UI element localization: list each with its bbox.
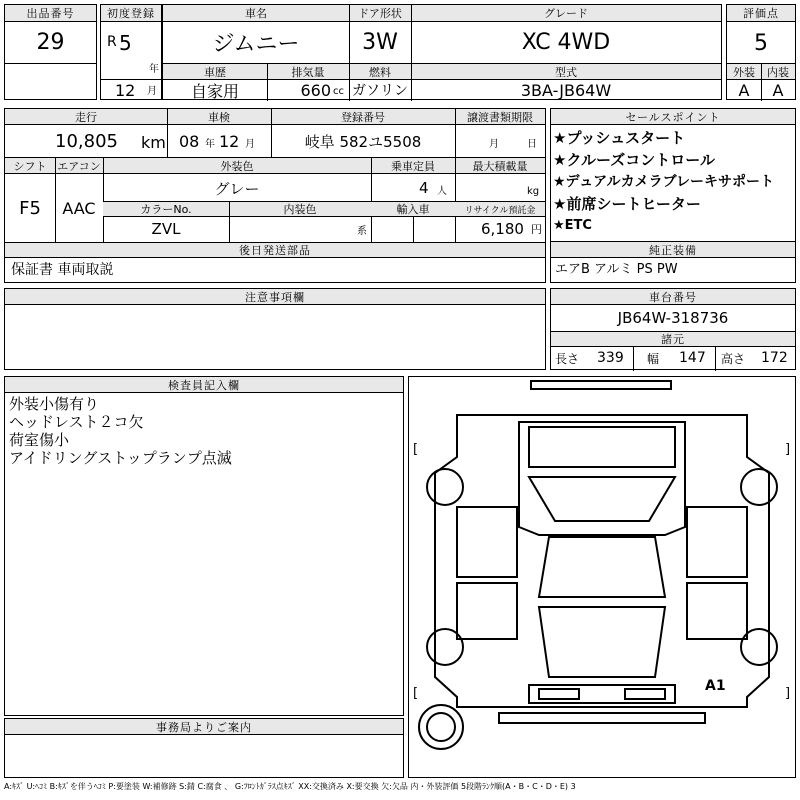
- inspector-label: 検査員記入欄: [5, 377, 403, 393]
- capacity-label: 乗車定員: [391, 159, 435, 173]
- sales-point-item: ★プッシュスタート: [553, 129, 686, 147]
- first-reg-year: 5: [119, 31, 132, 55]
- body-outline: [435, 415, 769, 707]
- bracket-left: [: [413, 442, 419, 457]
- inspector-line: 荷室傷小: [9, 431, 70, 449]
- dimensions-label: 諸元: [551, 332, 795, 347]
- spare-tire: [419, 705, 463, 749]
- history-label: 車歴: [204, 65, 226, 79]
- aircon: AAC: [62, 198, 96, 218]
- first-registration-label: 初度登録: [101, 5, 161, 22]
- rear-glass-outline: [539, 607, 665, 677]
- door-type: 3W: [362, 29, 398, 55]
- shift-label: シフト: [13, 159, 47, 173]
- length-value: 339: [597, 350, 624, 366]
- front-glass-outline: [529, 477, 675, 521]
- load-label: 最大積載量: [472, 159, 528, 173]
- office-box: [4, 718, 404, 778]
- sales-point-item: ★ETC: [553, 218, 592, 233]
- bracket-right: ]: [785, 686, 791, 701]
- inspector-line: ヘッドレスト２コ欠: [9, 413, 144, 431]
- ext-color-label: 外装色: [220, 159, 254, 173]
- hood-outline: [519, 422, 685, 535]
- width-label: 幅: [647, 352, 660, 366]
- grade-label: グレード: [544, 7, 588, 20]
- model-code: 3BA-JB64W: [520, 80, 612, 100]
- windshield-outline: [529, 427, 675, 467]
- overall-score: 5: [754, 30, 768, 56]
- transfer-label: 譲渡書類期限: [467, 110, 533, 124]
- exterior-grade: A: [738, 80, 750, 100]
- inspection-month-unit: 月: [245, 139, 255, 150]
- sales-point-item: ★クルーズコントロール: [553, 151, 715, 169]
- score-box: [726, 4, 796, 100]
- transfer-day: 日: [527, 139, 537, 150]
- capacity: 4: [419, 179, 429, 197]
- capacity-unit: 人: [437, 186, 447, 197]
- sales-points-label: セールスポイント: [551, 109, 795, 125]
- rear-left-wheel: [427, 629, 463, 665]
- first-registration-box: [100, 4, 162, 100]
- roof-panel-outline: [539, 537, 665, 597]
- inspection-year: 08: [179, 132, 200, 151]
- width-value: 147: [679, 350, 706, 366]
- inspection-label: 車検: [208, 110, 230, 124]
- displacement: 660: [300, 80, 331, 100]
- color-number: ZVL: [151, 220, 181, 238]
- score-label: 評価点: [727, 5, 795, 22]
- mileage: 10,805: [55, 131, 118, 152]
- shift: F5: [19, 197, 41, 219]
- displacement-label: 排気量: [291, 65, 325, 79]
- lot-number-label: 出品番号: [5, 5, 96, 22]
- fuel: ガソリン: [352, 83, 408, 99]
- bracket-right: ]: [785, 442, 791, 457]
- lot-number: 29: [36, 29, 65, 55]
- later-parts-value: 保証書 車両取説: [11, 262, 114, 278]
- main-header-table: [162, 4, 722, 100]
- later-parts-box: [4, 257, 546, 283]
- reg-no-label: 登録番号: [341, 110, 385, 124]
- recycle-label: リサイクル預託金: [464, 205, 536, 216]
- year-unit: 年: [149, 64, 159, 75]
- damage-legend: A:ｷｽﾞ U:ﾍｺﾐ B:ｷｽﾞを伴うﾍｺﾐ P:要塗装 W:補修跡 S:錆 C:腐食 、 G:ﾌﾛﾝﾄｶﾞﾗｽ点ｷｽﾞ XX:交換済み X:要交換 欠:欠品 内・外装評価 5段階ﾗﾝｸ順(A・B・C・D・E) 3: [4, 782, 576, 791]
- car-name-label: 車名: [245, 7, 267, 20]
- displacement-unit: cc: [333, 86, 344, 97]
- door-label: ドア形状: [358, 7, 402, 20]
- right-door: [687, 507, 747, 577]
- notes-box: [4, 288, 546, 370]
- interior-grade: A: [772, 80, 784, 100]
- transfer-month: 月: [489, 139, 499, 150]
- car-name: ジムニー: [212, 31, 300, 57]
- import-label: 輸入車: [396, 203, 430, 216]
- inspector-line: 外装小傷有り: [9, 395, 100, 413]
- int-color-label: 内装色: [283, 203, 317, 216]
- chassis-label: 車台番号: [551, 289, 795, 305]
- rear-right-wheel: [741, 629, 777, 665]
- sales-point-item: ★前席シートヒーター: [553, 195, 701, 213]
- chassis-box: [550, 288, 796, 370]
- notes-label: 注意事項欄: [5, 289, 545, 305]
- inspection-year-unit: 年: [205, 139, 215, 150]
- sales-points-box: [550, 108, 796, 242]
- left-door: [457, 507, 517, 577]
- office-label: 事務局よりご案内: [5, 719, 403, 735]
- car-outline-diagram: [409, 377, 795, 777]
- inspector-notes-box: [4, 376, 404, 716]
- genuine-label: 純正装備: [551, 242, 795, 258]
- month-unit: 月: [147, 86, 157, 97]
- mileage-unit: km: [141, 133, 166, 152]
- rear-gate-outline: [529, 685, 675, 703]
- genuine-equipment-box: [550, 241, 796, 283]
- car-damage-diagram: [408, 376, 796, 778]
- model-label: 型式: [555, 65, 577, 79]
- recycle-fee: 6,180: [481, 220, 524, 238]
- era: R: [107, 34, 117, 50]
- damage-mark-a1: A1: [705, 678, 726, 694]
- interior-label: 内装: [767, 65, 789, 79]
- load-unit: kg: [527, 186, 540, 197]
- fuel-label: 燃料: [369, 65, 391, 79]
- front-right-wheel: [741, 469, 777, 505]
- inspector-line: アイドリングストップランプ点滅: [9, 449, 232, 467]
- lot-number-box: [4, 4, 97, 100]
- spare-tire-inner: [427, 713, 455, 741]
- vehicle-details-table: [4, 108, 546, 258]
- int-color-unit: 系: [357, 226, 367, 237]
- chassis-number: JB64W-318736: [617, 309, 729, 327]
- sales-point-item: ★デュアルカメラブレーキサポート: [553, 174, 775, 190]
- aircon-label: エアコン: [57, 159, 101, 173]
- height-label: 高さ: [721, 352, 746, 366]
- registration-number: 岐阜 582ユ5508: [304, 132, 422, 151]
- genuine-equipment: エアB アルミ PS PW: [555, 262, 678, 277]
- length-label: 長さ: [555, 352, 580, 366]
- grade: XC 4WD: [521, 29, 611, 55]
- left-rear-panel: [457, 583, 517, 639]
- later-parts-label: 後日発送部品: [5, 243, 545, 257]
- inspection-month: 12: [219, 132, 240, 151]
- exterior-label: 外装: [733, 65, 755, 79]
- rear-bumper: [499, 713, 705, 723]
- right-rear-lamp: [625, 689, 665, 699]
- left-rear-lamp: [539, 689, 579, 699]
- bracket-left: [: [413, 686, 419, 701]
- color-no-label: カラーNo.: [140, 203, 192, 216]
- height-value: 172: [761, 350, 788, 366]
- right-rear-panel: [687, 583, 747, 639]
- roof-outline: [531, 381, 671, 389]
- exterior-color: グレー: [214, 179, 260, 198]
- front-left-wheel: [427, 469, 463, 505]
- mileage-label: 走行: [75, 110, 97, 124]
- recycle-unit: 円: [531, 223, 542, 236]
- vehicle-history: 自家用: [190, 81, 239, 101]
- first-reg-month: 12: [115, 81, 136, 100]
